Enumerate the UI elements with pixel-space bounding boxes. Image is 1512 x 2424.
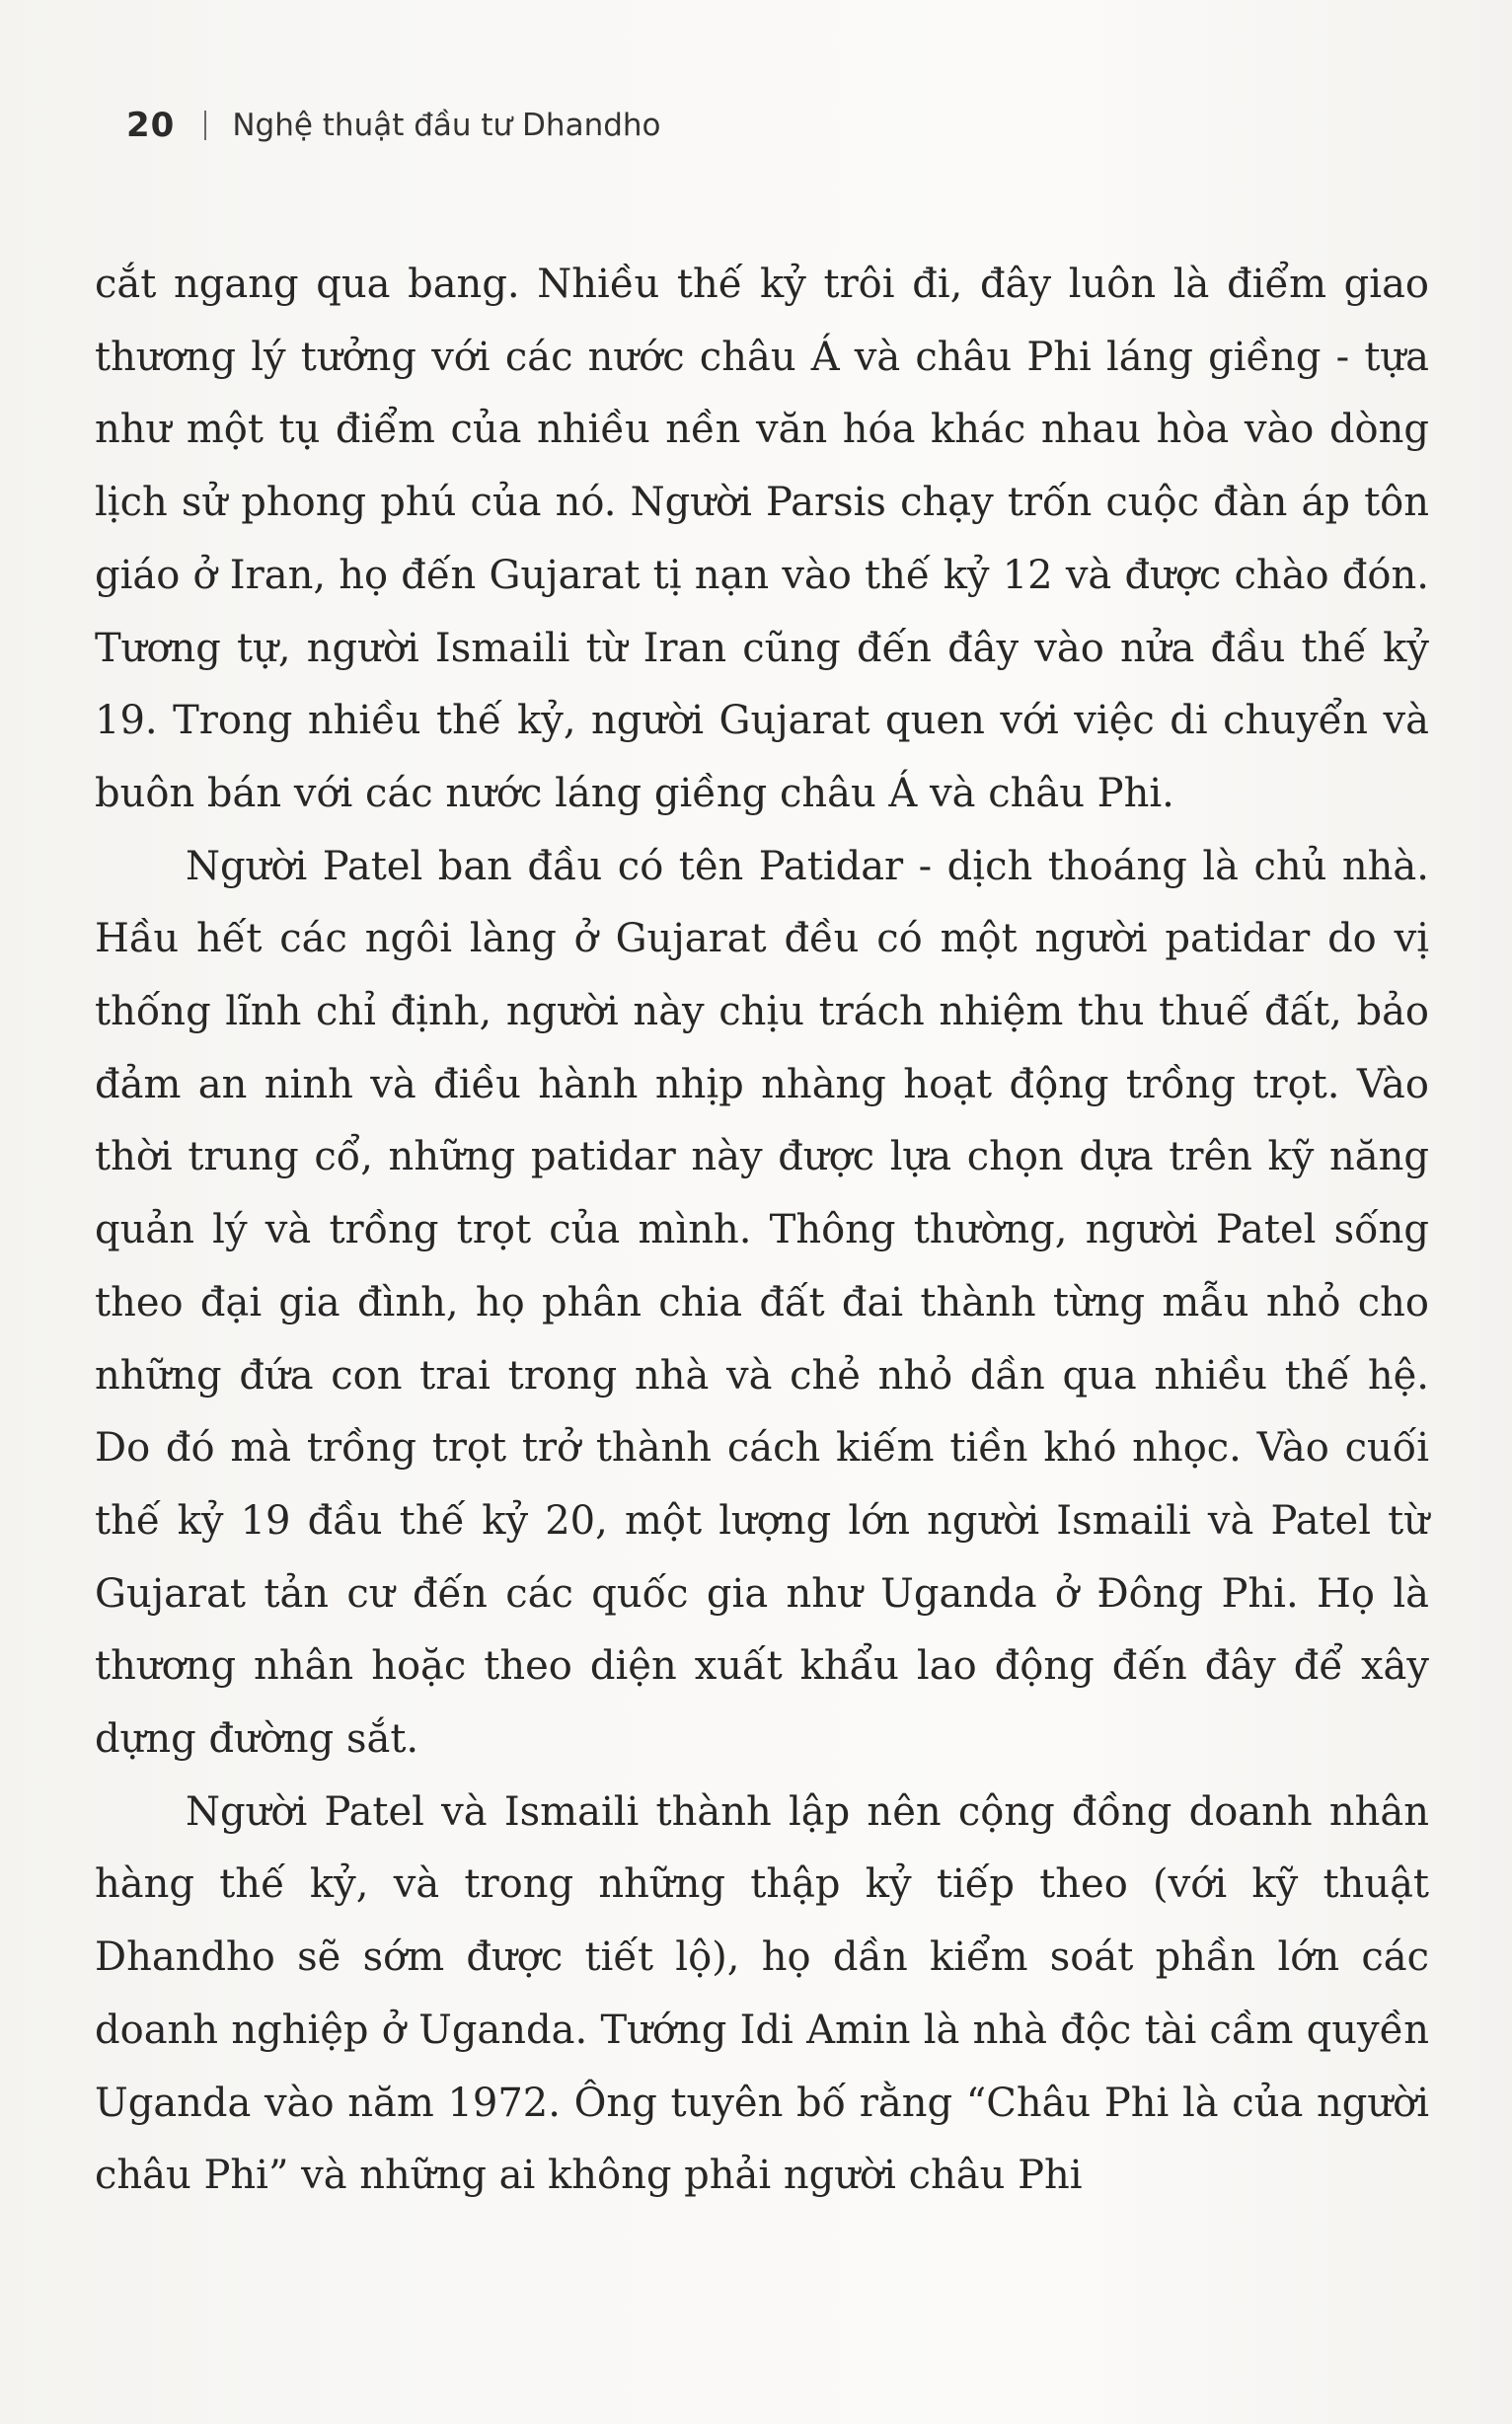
page-number: 20 xyxy=(126,106,176,145)
header-divider xyxy=(204,111,206,140)
paragraph-continued: cắt ngang qua bang. Nhiều thế kỷ trôi đi, đây luôn là điểm giao thương lý tưởng với các nước châu Á và châu Phi láng giềng - tựa như một tụ điểm của nhiều nền văn hóa khác nhau hòa vào dòng lịch sử phong phú của nó. Người Parsis chạy trốn cuộc đàn áp tôn giáo ở Iran, họ đến Gujarat tị nạn vào thế kỷ 12 và được chào đón. Tương tự, người Ismaili từ Iran cũng đến đây vào nửa đầu thế kỷ 19. Trong nhiều thế kỷ, người Gujarat quen với việc di chuyển và buôn bán với các nước láng giềng châu Á và châu Phi. xyxy=(95,262,1429,816)
paragraph: Người Patel ban đầu có tên Patidar - dịch thoáng là chủ nhà. Hầu hết các ngôi làng ở Gujarat đều có một người patidar do vị thống lĩnh chỉ định, người này chịu trách nhiệm thu thuế đất, bảo đảm an ninh và điều hành nhịp nhàng hoạt động trồng trọt. Vào thời trung cổ, những patidar này được lựa chọn dựa trên kỹ năng quản lý và trồng trọt của mình. Thông thường, người Patel sống theo đại gia đình, họ phân chia đất đai thành từng mẫu nhỏ cho những đứa con trai trong nhà và chẻ nhỏ dần qua nhiều thế hệ. Do đó mà trồng trọt trở thành cách kiếm tiền khó nhọc. Vào cuối thế kỷ 19 đầu thế kỷ 20, một lượng lớn người Ismaili và Patel từ Gujarat tản cư đến các quốc gia như Uganda ở Đông Phi. Họ là thương nhân hoặc theo diện xuất khẩu lao động đến đây để xây dựng đường sắt. xyxy=(95,843,1429,1763)
page-header xyxy=(126,101,661,150)
body-text xyxy=(95,249,1429,2213)
paragraph: Người Patel và Ismaili thành lập nên cộng đồng doanh nhân hàng thế kỷ, và trong những thập kỷ tiếp theo (với kỹ thuật Dhandho sẽ sớm được tiết lộ), họ dần kiểm soát phần lớn các doanh nghiệp ở Uganda. Tướng Idi Amin là nhà độc tài cầm quyền Uganda vào năm 1972. Ông tuyên bố rằng “Châu Phi là của người châu Phi” và những ai không phải người châu Phi xyxy=(95,1788,1429,2199)
running-title: Nghệ thuật đầu tư Dhandho xyxy=(232,108,661,143)
